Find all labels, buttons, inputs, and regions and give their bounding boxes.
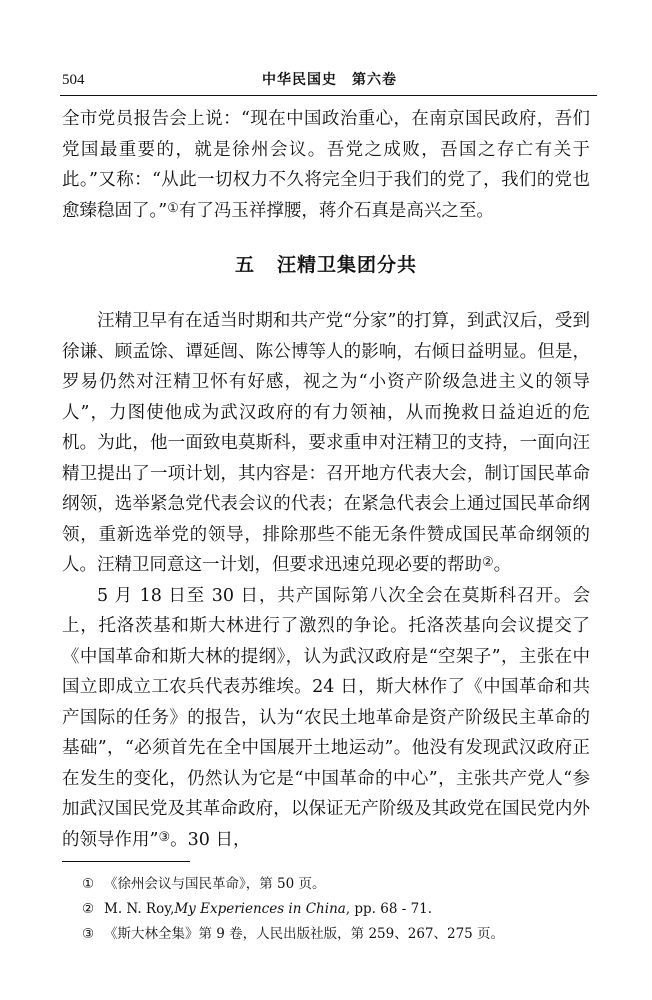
footnote-mark: ① — [82, 876, 95, 892]
footnote-pages: , pp. 68 - 71. — [345, 901, 433, 917]
footnote-2 — [82, 897, 592, 922]
body-text — [62, 104, 590, 855]
footnote-rule — [62, 861, 190, 862]
footnote-1 — [82, 872, 592, 897]
section-title: 汪精卫集团分共 — [277, 254, 418, 276]
paragraph-text: 汪精卫早有在适当时期和共产党“分家”的打算，到武汉后，受到徐谦、顾孟馀、谭延闿、陈公博等人的影响，右倾日益明显。但是，罗易仍然对汪精卫怀有好感，视之为“小资产阶级急进主义的领导人”，力图使他成为武汉政府的有力领袖，从而挽救日益迫近的危机。为此，他一面致电莫斯科，要求重申对汪精卫的支持，一面向汪精卫提出了一项计划，其内容是：召开地方代表大会，制订国民革命纲领，选举紧急党代表会议的代表；在紧急代表会上通过国民革命纲领，重新选举党的领导，排除那些不能无条件赞成国民革命纲领的人。汪精卫同意这一计划，但要求迅速兑现必要的帮助 — [62, 311, 590, 575]
footnote-book-title: My Experiences in China — [174, 901, 346, 917]
footnote-author: M. N. Roy, — [104, 901, 175, 917]
footnote-mark: ② — [82, 901, 95, 917]
footnote-ref-3: ③ — [158, 829, 171, 845]
paragraph-text: 5 月 18 日至 30 日，共产国际第八次全会在莫斯科召开。会上，托洛茨基和斯大林进行了激烈的争论。托洛茨基向会议提交了《中国革命和斯大林的提纲》，认为武汉政府是“空架子”，主张在中国立即成立工农兵代表苏维埃。24 日，斯大林作了《中国革命和共产国际的任务》的报告，认为“农民土地革命是资产阶级民主革命的基础”，“必须首先在全中国展开土地运动”。他没有发现武汉政府正在发生的变化，仍然认为它是“中国革命的中心”，主张共产党人“参加武汉国民党及其革命政府，以保证无产阶级及其政党在国民党内外的领导作用” — [62, 585, 590, 850]
paragraph — [62, 581, 590, 856]
paragraph-text: 有了冯玉祥撑腰，蒋介石真是高兴之至。 — [178, 200, 494, 221]
footnote-text: 《斯大林全集》第 9 卷，人民出版社版，第 259、267、275 页。 — [104, 926, 505, 942]
section-heading — [62, 250, 590, 280]
footnote-text: 《徐州会议与国民革命》，第 50 页。 — [104, 876, 326, 892]
running-title: 中华民国史 第六卷 — [262, 72, 397, 88]
page-number: 504 — [62, 72, 85, 88]
paragraph — [62, 104, 590, 226]
footnote-3 — [82, 922, 592, 947]
footnote-ref-1: ① — [167, 200, 179, 216]
header-rule — [60, 95, 597, 96]
page-header — [62, 70, 597, 92]
paragraph-text: 。 — [493, 555, 512, 575]
paragraph — [62, 306, 590, 581]
footnote-ref-2: ② — [482, 555, 494, 570]
paragraph-text: 。30 日， — [170, 829, 251, 850]
paragraph-text: 全市党员报告会上说：“现在中国政治重心，在南京国民政府，吾们党国最重要的，就是徐州会议。吾党之成败，吾国之存亡有关于此。”又称：“从此一切权力不久将完全归于我们的党了，我们的党也愈臻稳固了。” — [62, 109, 590, 221]
footnotes — [82, 872, 592, 947]
footnote-mark: ③ — [82, 926, 95, 942]
section-number: 五 — [234, 254, 255, 276]
